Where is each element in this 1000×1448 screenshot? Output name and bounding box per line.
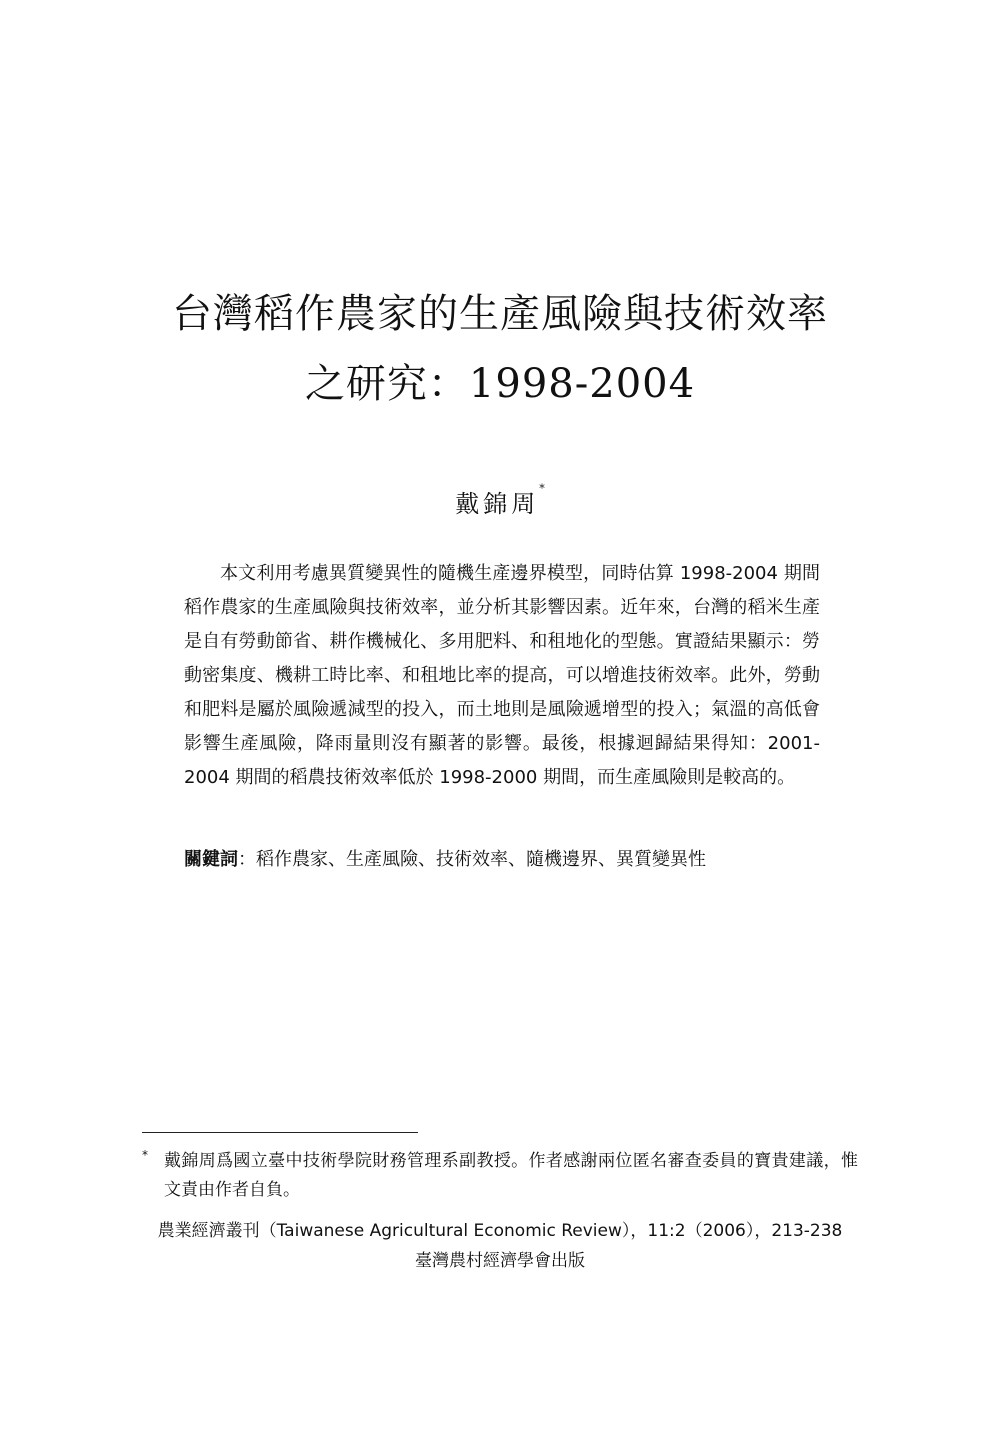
footnote-marker: *	[142, 1148, 148, 1162]
author-footnote	[142, 1147, 858, 1205]
keywords-text: ：稻作農家、生產風險、技術效率、隨機邊界、異質變異性	[238, 849, 706, 870]
footnote-text: 戴錦周爲國立臺中技術學院財務管理系副教授。作者感謝兩位匿名審查委員的寶貴建議，惟文責由作者自負。	[164, 1151, 858, 1200]
keywords-line	[184, 845, 824, 875]
title-line-2: 之研究：1998-2004	[304, 361, 696, 407]
author-name: 戴錦周	[455, 490, 540, 518]
author-byline	[0, 484, 1000, 519]
journal-citation: 農業經濟叢刊（Taiwanese Agricultural Economic Review），11:2（2006），213-238	[157, 1221, 843, 1241]
journal-publisher: 臺灣農村經濟學會出版	[415, 1251, 585, 1271]
keywords-label: 關鍵詞	[184, 849, 238, 870]
abstract-paragraph: 本文利用考慮異質變異性的隨機生產邊界模型，同時估算 1998-2004 期間稻作農家的生產風險與技術效率，並分析其影響因素。近年來，台灣的稻米生產是自有勞動節省、耕作機械化、多用肥料、和租地化的型態。實證結果顯示：勞動密集度、機耕工時比率、和租地比率的提高，可以增進技術效率。此外，勞動和肥料是屬於風險遞減型的投入，而土地則是風險遞增型的投入；氣溫的高低會影響生產風險，降雨量則沒有顯著的影響。最後，根據迴歸結果得知：2001-2004 期間的稻農技術效率低於 1998-2000 期間，而生產風險則是較高的。	[184, 563, 820, 788]
title-line-1: 台灣稻作農家的生產風險與技術效率	[172, 291, 828, 337]
author-footnote-marker: *	[539, 482, 545, 495]
journal-info	[0, 1216, 1000, 1276]
footnote-divider	[142, 1132, 418, 1133]
